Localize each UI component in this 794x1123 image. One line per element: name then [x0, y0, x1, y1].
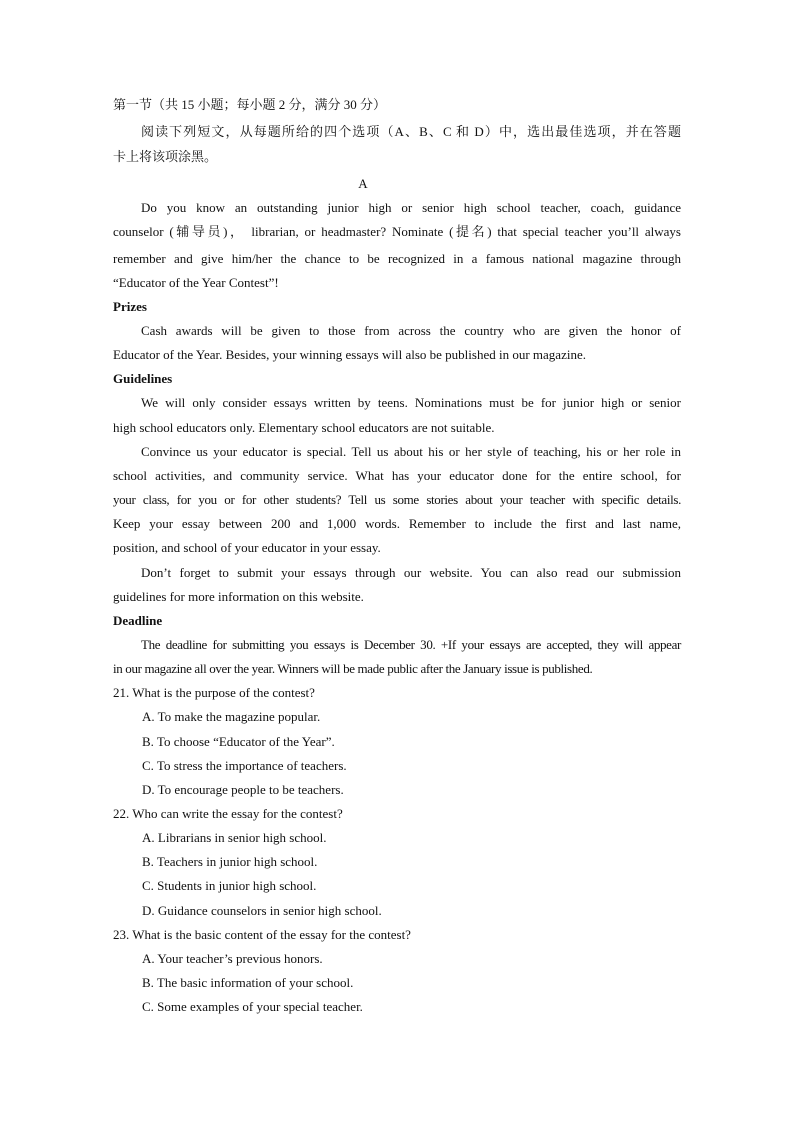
guidelines-p2-line-1: Convince us your educator is special. Tell us about his or her style of teaching, his or her role in	[141, 444, 681, 459]
prizes-line-2: Educator of the Year. Besides, your winning essays will also be published in our magazine.	[113, 347, 586, 362]
deadline-line-2: in our magazine all over the year. Winners will be made public after the January issue is published.	[113, 661, 593, 676]
question-21-option-c: C. To stress the importance of teachers.	[142, 758, 347, 773]
guidelines-p1-line-2: high school educators only. Elementary school educators are not suitable.	[113, 420, 495, 435]
question-22-option-b: B. Teachers in junior high school.	[142, 854, 318, 869]
deadline-heading: Deadline	[113, 613, 163, 628]
question-22-option-a: A. Librarians in senior high school.	[142, 830, 327, 845]
passage-label: A	[358, 176, 368, 191]
prizes-line-1: Cash awards will be given to those from across the country who are given the honor of	[141, 323, 681, 338]
deadline-line-1: The deadline for submitting you essays is December 30. +If your essays are accepted, they will appear	[141, 637, 681, 652]
guidelines-p3-line-1: Don’t forget to submit your essays through our website. You can also read our submission	[141, 565, 681, 580]
question-23-stem: 23. What is the basic content of the essay for the contest?	[113, 927, 411, 942]
instruction-line-2: 卡上将该项涂黑。	[113, 149, 218, 164]
guidelines-p1-line-1: We will only consider essays written by teens. Nominations must be for junior high or senior	[141, 395, 681, 410]
section-header: 第一节（共 15 小题；每小题 2 分，满分 30 分）	[113, 97, 387, 112]
intro-line-3: remember and give him/her the chance to be recognized in a famous national magazine through	[113, 251, 681, 266]
question-22-option-c: C. Students in junior high school.	[142, 878, 317, 893]
intro-line-2: counselor (辅导员)， librarian, or headmaster? Nominate (提名) that special teacher you’ll always	[113, 224, 681, 239]
instruction-line-1: 阅读下列短文，从每题所给的四个选项（A、B、C 和 D）中，选出最佳选项，并在答题	[141, 124, 681, 139]
guidelines-p2-line-5: position, and school of your educator in your essay.	[113, 540, 381, 555]
question-21-stem: 21. What is the purpose of the contest?	[113, 685, 315, 700]
question-23-option-b: B. The basic information of your school.	[142, 975, 354, 990]
intro-line-1: Do you know an outstanding junior high or senior high school teacher, coach, guidance	[141, 200, 681, 215]
question-21-option-a: A. To make the magazine popular.	[142, 709, 321, 724]
guidelines-p3-line-2: guidelines for more information on this website.	[113, 589, 364, 604]
guidelines-p2-line-2: school activities, and community service. What has your educator done for the entire school, for	[113, 468, 681, 483]
intro-line-4: “Educator of the Year Contest”!	[113, 275, 279, 290]
guidelines-p2-line-3: your class, for you or for other students? Tell us some stories about your teacher with specific details.	[113, 492, 681, 507]
question-23-option-a: A. Your teacher’s previous honors.	[142, 951, 323, 966]
guidelines-heading: Guidelines	[113, 371, 173, 386]
question-23-option-c: C. Some examples of your special teacher.	[142, 999, 363, 1014]
guidelines-p2-line-4: Keep your essay between 200 and 1,000 words. Remember to include the first and last name,	[113, 516, 681, 531]
question-21-option-b: B. To choose “Educator of the Year”.	[142, 734, 335, 749]
question-22-option-d: D. Guidance counselors in senior high school.	[142, 903, 382, 918]
question-22-stem: 22. Who can write the essay for the contest?	[113, 806, 343, 821]
question-21-option-d: D. To encourage people to be teachers.	[142, 782, 344, 797]
prizes-heading: Prizes	[113, 299, 147, 314]
